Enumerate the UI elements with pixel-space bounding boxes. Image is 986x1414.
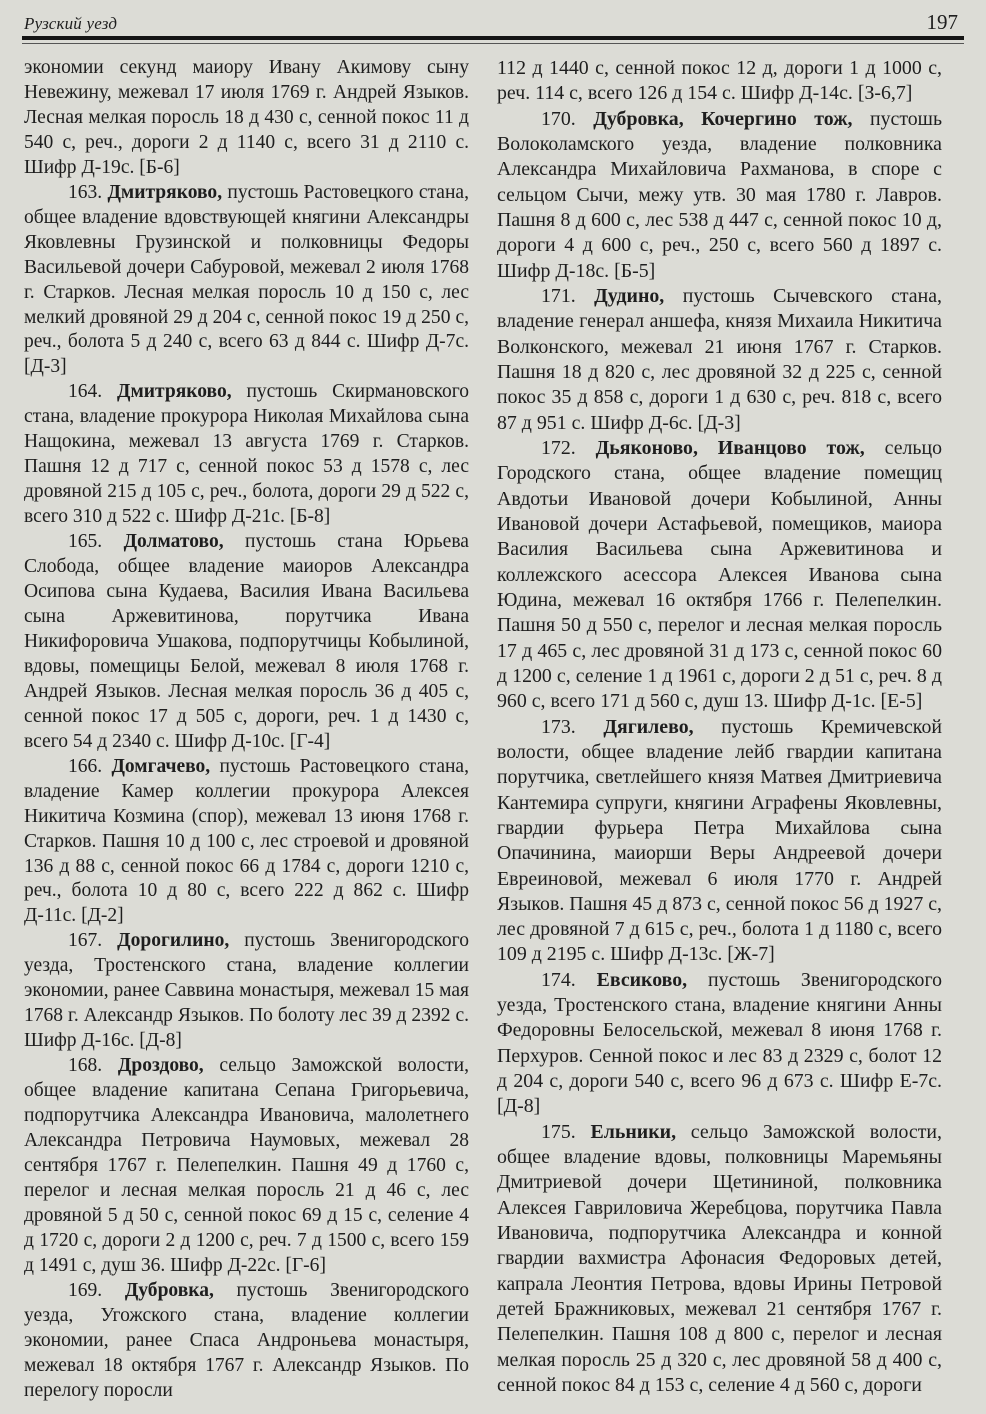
entry-168: 168. Дроздово, сельцо Заможской волости, общее владение капитана Сепана Григорьевича, подпорутчика Александра Ивановича, малолетнего Александра Петровича Наумовых, межевал 28 сентября 1767 г. Пелепелкин. Пашня 49 д 1760 с, перелог и лесная мелкая поросль 21 д 46 с, лес дровяной 5 д 50 с, сенной покос 69 д 15 с, селение 4 д 1720 с, дороги 2 д 1200 с, реч. 7 д 1500 с, всего 159 д 1491 с, душ 36. Шифр Д-22с. [Г-6] xyxy=(24,1055,469,1276)
entry-continuation: экономии секунд маиору Ивану Акимову сыну Невежину, межевал 17 июля 1769 г. Андрей Языков. Лесная мелкая поросль 18 д 430 с, сенной покос 11 д 540 с, реч., дороги 2 д 1140 с, всего 31 д 2110 с. Шифр Д-19с. [Б-6] xyxy=(24,57,469,178)
entry-164: 164. Дмитряково, пустошь Скирмановского стана, владение прокурора Николая Михайлова сына Нащокина, межевал 13 августа 1769 г. Старков. Пашня 12 д 717 с, сенной покос 53 д 1578 с, лес дровяной 215 д 105 с, реч., болота, дороги 29 д 522 с, всего 310 д 522 с. Шифр Д-21с. [Б-8] xyxy=(24,381,470,528)
entry-174: 174. Евсиково, пустошь Звенигородского уезда, Тростенского стана, владение княгини Анны Федоровны Белосельской, межевал 8 июня 1768 г. Перхуров. Сенной покос и лес 83 д 2329 с, болот 12 д 204 с, дороги 540 с, всего 96 д 673 с. Шифр Е-7с. [Д-8] xyxy=(497,968,943,1118)
entry-172: 172. Дьяконово, Иванцово тож, сельцо Городского стана, общее владение помещиц Авдотьи Ивановой дочери Кобылиной, Анны Ивановой дочери Астафьевой, помещиков, маиора Василия Васильева сына Аржевитинова и коллежского асессора Алексея Иванова сына Юдина, межевал 16 октября 1766 г. Пелепелкин. Пашня 50 д 550 с, перелог и лесная мелкая поросль 17 д 465 с, лес дровяной 31 д 173 с, сенной покос 60 д 1200 с, селение 1 д 1961 с, дороги 2 д 51 с, реч. 8 д 960 с, всего 171 д 560 с, душ 13. Шифр Д-1с. [Е-5] xyxy=(497,436,943,713)
entry-175: 175. Ельники, сельцо Заможской волости, общее владение вдовы, полковницы Маремьяны Дмитриевой дочери Щетининой, полковника Алексея Гавриловича Жеребцова, порутчика Павла Ивановича, подпорутчика Александра и конной гвардии вахмистра Афонасия Федоровых детей, капрала Леонтия Петрова, вдовы Ирины Петровой детей Бражниковых, межевал 21 сентября 1767 г. Пелепелкин. Пашня 108 д 800 с, перелог и лесная мелкая поросль 25 д 320 с, лес дровяной 58 д 400 с, сенной покос 84 д 153 с, селение 4 д 560 с, дороги xyxy=(497,1120,942,1397)
entry-173: 173. Дягилево, пустошь Кремичевской волости, общее владение лейб гвардии капитана порутчика, светлейшего князя Матвея Дмитриевича Кантемира супруги, княгини Аграфены Яковлевны, гвардии фурьера Петра Михайлова сына Опачинина, маиорши Веры Андреевой дочери Евреиновой, межевал 6 июля 1770 г. Андрей Языков. Пашня 45 д 873 с, сенной покос 56 д 1927 с, лес дровяной 7 д 615 с, реч., болота 1 д 1180 с, всего 109 д 2195 с. Шифр Д-13с. [Ж-7] xyxy=(497,715,942,966)
running-title: Рузский уезд xyxy=(24,14,118,33)
entry-166: 166. Домгачево, пустошь Растовецкого стана, владение Камер коллегии прокурора Алексея Никитича Козмина (спор), межевал 13 июня 1768 г. Старков. Пашня 10 д 100 с, лес строевой и дровяной 136 д 88 с, сенной покос 66 д 1784 с, дороги 1210 с, реч., болота 10 д 80 с, всего 222 д 862 с. Шифр Д-11с. [Д-2] xyxy=(24,755,469,927)
entry-165: 165. Долматово, пустошь стана Юрьева Слобода, общее владение маиоров Александра Осипова сына Кудаева, Василия Ивана Васильева сына Аржевитинова, порутчика Ивана Никифоровича Ушакова, подпорутчицы Кобылиной, вдовы, помещицы Белой, межевал 8 июля 1768 г. Андрей Языков. Лесная мелкая поросль 36 д 405 с, сенной покос 17 д 505 с, дороги, реч. 1 д 1430 с, всего 54 д 2340 с. Шифр Д-10с. [Г-4] xyxy=(24,531,469,752)
right-column xyxy=(497,56,942,1398)
header-rule-thin xyxy=(22,43,964,44)
page-header xyxy=(24,4,964,34)
left-column xyxy=(24,56,469,1403)
entry-167: 167. Дорогилино, пустошь Звенигородского уезда, Тростенского стана, владение коллегии экономии, ранее Саввина монастыря, межевал 15 мая 1768 г. Александр Языков. По болоту лес 39 д 2392 с. Шифр Д-16с. [Д-8] xyxy=(24,930,469,1052)
page-number: 197 xyxy=(926,10,958,34)
entry-169: 169. Дубровка, пустошь Звенигородского уезда, Угожского стана, владение коллегии экономии, ранее Спаса Андроньева монастыря, межевал 18 октября 1767 г. Александр Языков. По перелогу поросли xyxy=(24,1279,469,1401)
header-rule xyxy=(22,36,964,40)
entry-continuation: 112 д 1440 с, сенной покос 12 д, дороги 1 д 1000 с, реч. 114 с, всего 126 д 154 с. Шифр Д-14с. [З-6,7] xyxy=(497,57,942,105)
entry-170: 170. Дубровка, Кочергино тож, пустошь Волоколамского уезда, владение полковника Александра Михайловича Рахманова, в споре с сельцом Сычи, межу утв. 30 мая 1780 г. Лавров. Пашня 8 д 600 с, лес 538 д 447 с, сенной покос 10 д, дороги 4 д 600 с, реч., 250 с, всего 560 д 1897 с. Шифр Д-18с. [Б-5] xyxy=(497,107,943,282)
entry-163: 163. Дмитряково, пустошь Растовецкого стана, общее владение вдовствующей княгини Александры Яковлевны Грузинской и полковницы Федоры Васильевой дочери Сабуровой, межевал 2 июля 1768 г. Старков. Лесная мелкая поросль 10 д 150 с, лес мелкий дровяной 29 д 204 с, сенной покос 19 д 250 с, реч., болота 5 д 240 с, всего 63 д 844 с. Шифр Д-7с. [Д-3] xyxy=(24,181,469,378)
entry-171: 171. Дудино, пустошь Сычевского стана, владение генерал аншефа, князя Михаила Никитича Волконского, межевал 21 июня 1767 г. Старков. Пашня 18 д 820 с, лес дровяной 32 д 225 с, сенной покос 35 д 858 с, дороги 1 д 630 с, реч. 818 с, всего 87 д 951 с. Шифр Д-6с. [Д-3] xyxy=(497,284,942,434)
